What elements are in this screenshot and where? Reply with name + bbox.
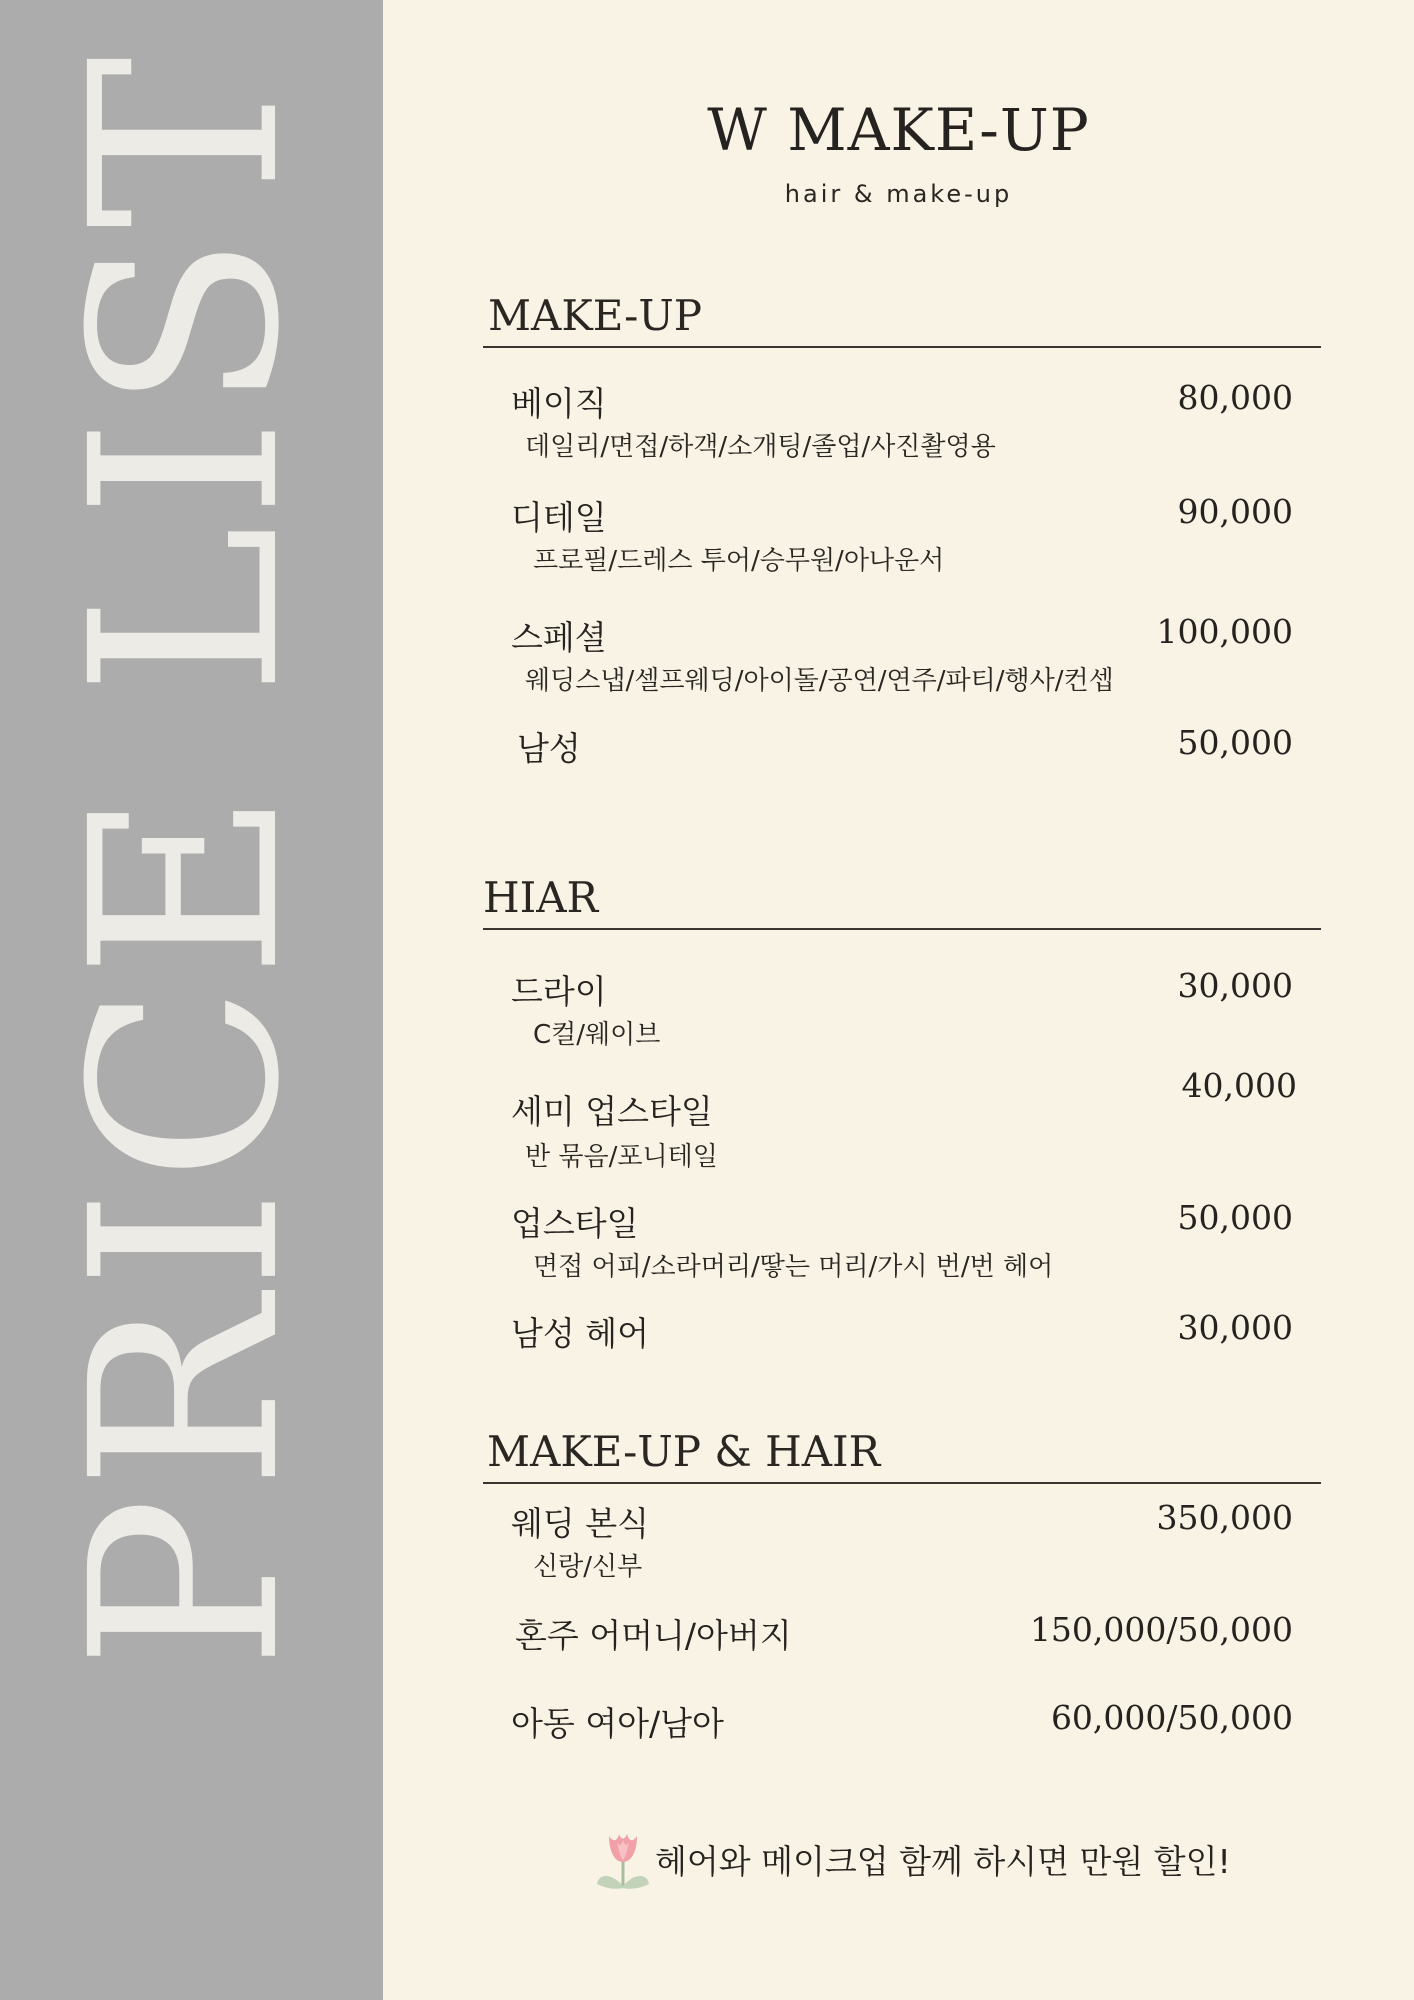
item-name: 혼주 어머니/아버지 — [515, 1616, 792, 1655]
item-price: 40,000 — [1181, 1066, 1297, 1105]
section-title: MAKE-UP & HAIR — [487, 1427, 881, 1476]
section-hair — [483, 870, 1323, 930]
item-price: 100,000 — [1156, 612, 1293, 651]
item-name: 세미 업스타일 — [511, 1092, 713, 1131]
item-price: 30,000 — [1177, 1308, 1293, 1347]
item-description: 신랑/신부 — [533, 1552, 643, 1582]
item-name: 스페셜 — [511, 618, 607, 657]
item-name: 웨딩 본식 — [511, 1504, 650, 1543]
discount-note — [593, 1822, 1293, 1892]
item-price: 50,000 — [1177, 1198, 1293, 1237]
item-price: 80,000 — [1177, 378, 1293, 417]
item-price: 30,000 — [1177, 966, 1293, 1005]
item-price: 60,000/50,000 — [1050, 1698, 1293, 1737]
item-description: 데일리/면접/하객/소개팅/졸업/사진촬영용 — [525, 432, 996, 462]
side-title: PRICE LIST — [36, 50, 336, 1670]
discount-text: 헤어와 메이크업 함께 하시면 만원 할인! — [655, 1842, 1231, 1881]
section-divider — [483, 1482, 1321, 1484]
section-divider — [483, 346, 1321, 348]
tulip-icon — [593, 1822, 653, 1894]
item-description: 프로필/드레스 투어/승무원/아나운서 — [533, 546, 945, 576]
brand-subtitle: hair & make-up — [784, 180, 1013, 208]
side-band — [0, 0, 383, 2000]
item-name: 업스타일 — [511, 1204, 639, 1243]
item-name: 베이직 — [511, 384, 607, 423]
item-price: 150,000/50,000 — [1029, 1610, 1293, 1649]
item-description: 웨딩스냅/셀프웨딩/아이돌/공연/연주/파티/행사/컨셉 — [525, 666, 1114, 696]
item-description: 면접 어피/소라머리/땋는 머리/가시 번/번 헤어 — [533, 1252, 1054, 1282]
item-name: 아동 여아/남아 — [511, 1704, 724, 1743]
section-title: MAKE-UP — [488, 291, 702, 340]
item-description: 반 묶음/포니테일 — [525, 1142, 718, 1172]
section-makeup — [483, 288, 1323, 348]
brand-name: W MAKE-UP — [707, 96, 1090, 164]
item-price: 90,000 — [1177, 492, 1293, 531]
item-description: C컬/웨이브 — [533, 1020, 661, 1050]
item-price: 50,000 — [1177, 723, 1293, 762]
item-price: 350,000 — [1156, 1498, 1293, 1537]
item-name: 디테일 — [511, 498, 607, 537]
item-name: 드라이 — [511, 972, 607, 1011]
price-list-content — [383, 0, 1414, 2000]
item-name: 남성 헤어 — [511, 1314, 650, 1353]
section-divider — [483, 928, 1321, 930]
item-name: 남성 — [517, 729, 581, 768]
section-makeup-hair — [483, 1424, 1323, 1484]
section-title: HIAR — [483, 873, 599, 922]
